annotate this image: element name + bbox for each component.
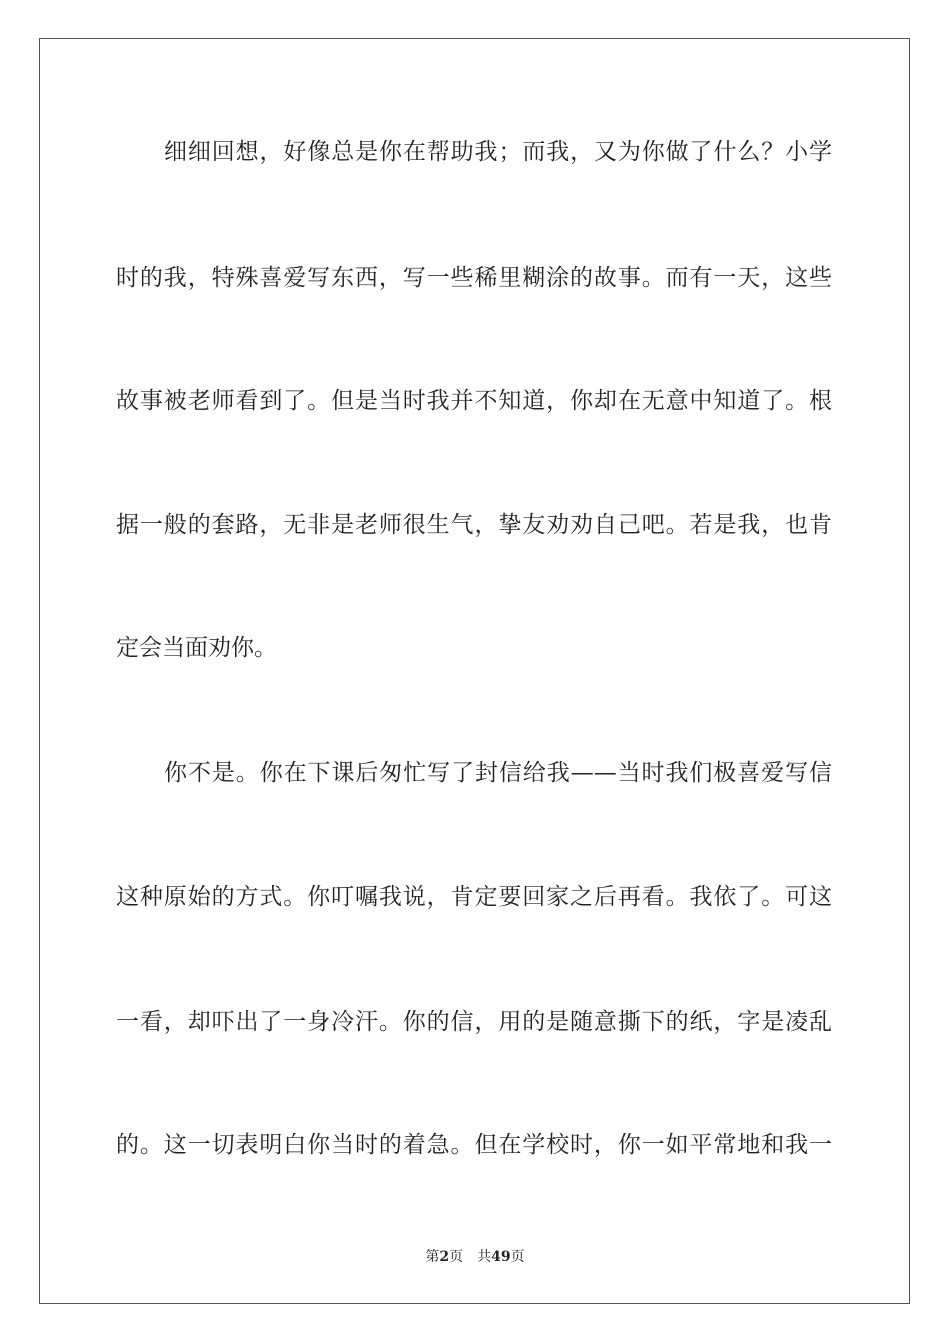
text-line: 一看，却吓出了一身冷汗。你的信，用的是随意撕下的纸，字是凌乱 — [116, 1009, 832, 1035]
text-line: 时的我，特殊喜爱写东西，写一些稀里糊涂的故事。而有一天，这些 — [116, 265, 832, 291]
page-number: 2 — [439, 1249, 450, 1265]
text-line: 定会当面劝你。 — [116, 635, 277, 661]
text-line: 据一般的套路，无非是老师很生气，挚友劝劝自己吧。若是我，也肯 — [116, 512, 832, 538]
text-line: 你不是。你在下课后匆忙写了封信给我——当时我们极喜爱写信 — [164, 760, 832, 786]
page-border — [39, 38, 910, 1304]
text-line: 细细回想，好像总是你在帮助我；而我，又为你做了什么？小学 — [164, 139, 832, 165]
text-line: 的。这一切表明白你当时的着急。但在学校时，你一如平常地和我一 — [116, 1132, 832, 1158]
page-label-suffix: 页 — [449, 1249, 464, 1265]
text-line: 故事被老师看到了。但是当时我并不知道，你却在无意中知道了。根 — [116, 388, 832, 414]
page-footer — [0, 1247, 950, 1267]
text-line: 这种原始的方式。你叮嘱我说，肯定要回家之后再看。我依了。可这 — [116, 884, 832, 910]
total-pages: 49 — [491, 1249, 511, 1265]
total-label-prefix: 共 — [477, 1249, 492, 1265]
total-label-suffix: 页 — [510, 1249, 525, 1265]
page-label-prefix: 第 — [425, 1249, 440, 1265]
